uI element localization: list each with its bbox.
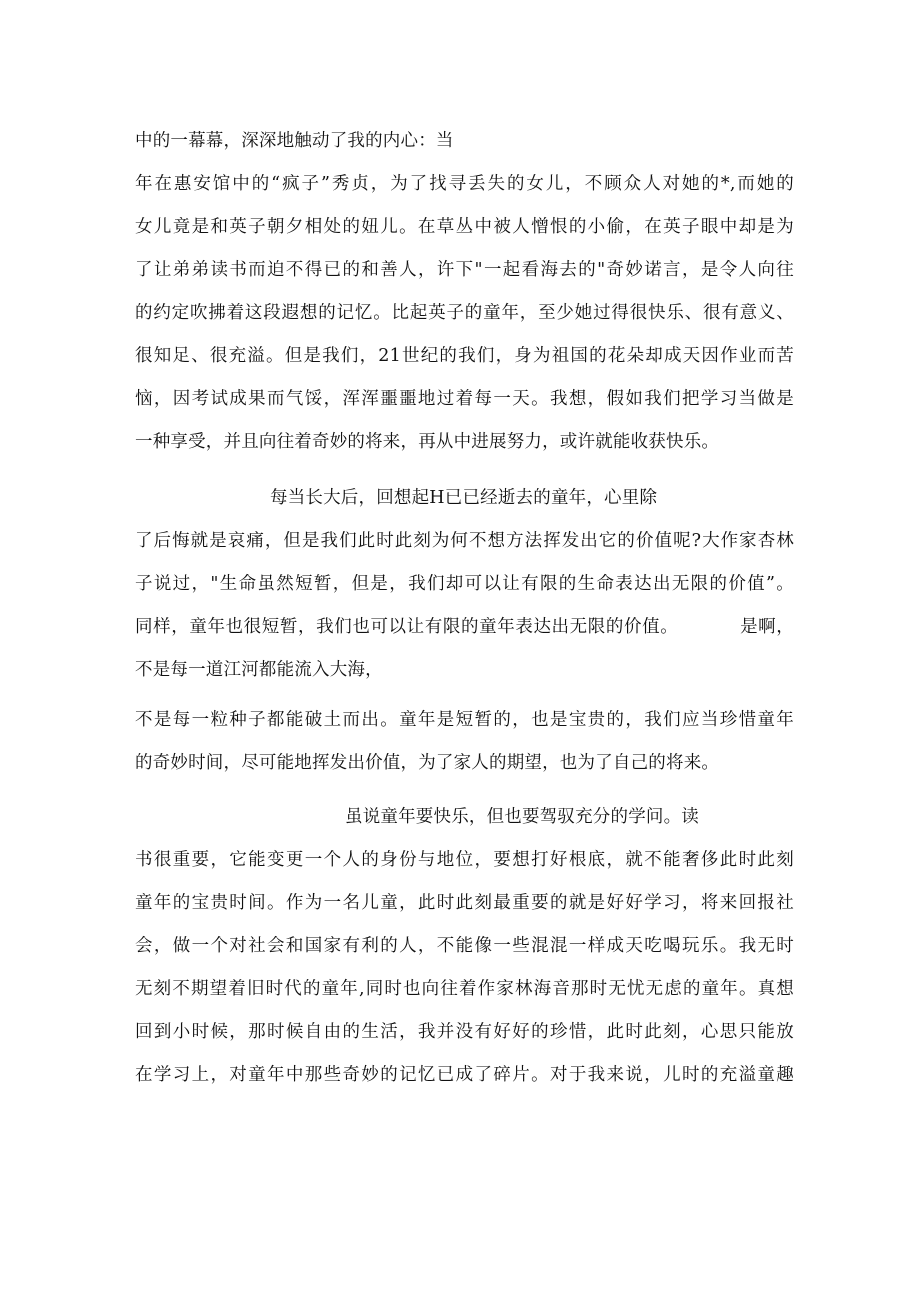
text-line: 中的一幕幕，深深地触动了我的内心：当 [135, 131, 454, 151]
text-line: 会，做一个对社会和国家有利的人，不能像一些混混一样成天吃喝玩乐。我无时 [135, 936, 794, 956]
text-line: 的奇妙时间，尽可能地挥发出价值，为了家人的期望，也为了自己的将来。 [135, 753, 720, 773]
text-line: 很知足、很充溢。但是我们，21世纪的我们，身为祖国的花朵却成天因作业而苦 [135, 346, 794, 366]
text-line: 了后悔就是哀痛，但是我们此时此刻为何不想方法挥发出它的价值呢?大作家杏林 [135, 531, 794, 551]
text-line: 的约定吹拂着这段遐想的记忆。比起英子的童年，至少她过得很快乐、很有意义、 [135, 303, 794, 323]
paragraph-opening-line: 每当长大后，回想起H已已经逝去的童年，心里除 [270, 488, 658, 508]
text-line: 同样，童年也很短暂，我们也可以让有限的童年表达出无限的价值。 是啊， [135, 617, 794, 637]
paragraph-opening-line: 虽说童年要快乐，但也要驾驭充分的学问。读 [345, 807, 699, 827]
text-line: 童年的宝贵时间。作为一名儿童，此时此刻最重要的就是好好学习，将来回报社 [135, 893, 794, 913]
text-line: 恼，因考试成果而气馁，浑浑噩噩地过着每一天。我想，假如我们把学习当做是 [135, 389, 794, 409]
text-line: 不是每一道江河都能流入大海， [135, 660, 383, 680]
text-line: 不是每一粒种子都能破土而出。童年是短暂的，也是宝贵的，我们应当珍惜童年 [135, 710, 794, 730]
text-line: 了让弟弟读书而迫不得已的和善人，许下"一起看海去的"奇妙诺言，是令人向往 [135, 260, 794, 280]
text-line: 女儿竟是和英子朝夕相处的妞儿。在草丛中被人憎恨的小偷，在英子眼中却是为 [135, 217, 794, 237]
text-line: 在学习上，对童年中那些奇妙的记忆已成了碎片。对于我来说，儿时的充溢童趣 [135, 1065, 794, 1085]
text-line: 回到小时候，那时候自由的生活，我并没有好好的珍惜，此时此刻，心思只能放 [135, 1022, 794, 1042]
text-line: 子说过，"生命虽然短暂，但是，我们却可以让有限的生命表达出无限的价值”。 [135, 574, 794, 594]
text-line: 一种享受，并且向往着奇妙的将来，再从中进展努力，或许就能收获快乐。 [135, 432, 720, 452]
text-line: 年在惠安馆中的“疯子”秀贞，为了找寻丢失的女儿，不顾众人对她的*,而她的 [135, 174, 794, 194]
text-line: 无刻不期望着旧时代的童年,同时也向往着作家林海音那时无忧无虑的童年。真想 [135, 979, 794, 999]
text-line: 书很重要，它能变更一个人的身份与地位，要想打好根底，就不能奢侈此时此刻 [135, 850, 794, 870]
